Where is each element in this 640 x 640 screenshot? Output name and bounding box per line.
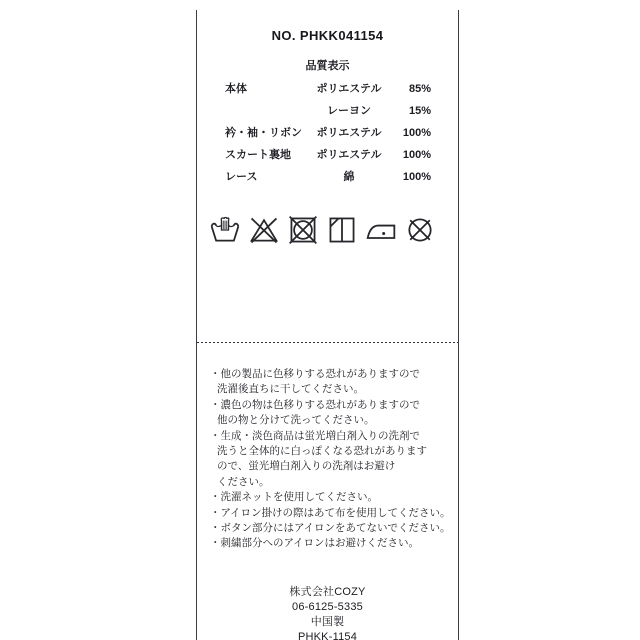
do-not-tumble-dry-icon — [287, 213, 319, 247]
hang-dry-in-shade-icon — [326, 213, 358, 247]
product-number: NO. PHKK041154 — [271, 28, 384, 43]
material-part — [225, 100, 297, 122]
note-line: ・刺繍部分へのアイロンはお避けください。 — [210, 537, 420, 550]
note-line: ・アイロン掛けの際はあて布を使用してください。 — [210, 506, 451, 519]
product-code: PHKK-1154 — [297, 631, 358, 640]
material-name: ポリエステル — [316, 83, 382, 95]
hand-wash-icon — [209, 213, 241, 247]
note-line: ・他の製品に色移りする恐れがありますので — [210, 368, 420, 380]
material-percent: 100% — [402, 171, 431, 183]
label-footer — [197, 585, 458, 640]
do-not-dry-clean-icon — [404, 213, 436, 247]
material-name: ポリエステル — [316, 149, 382, 161]
material-part: レース — [225, 171, 258, 183]
care-label — [196, 10, 459, 640]
note-line: ・濃色の物は色移りする恐れがありますので — [210, 398, 420, 411]
material-percent: 15% — [408, 105, 431, 117]
material-part: 本体 — [225, 83, 247, 95]
note-line: ください。 — [217, 475, 270, 488]
note-line: 洗濯後直ちに干してください。 — [217, 383, 364, 396]
material-name: レーヨン — [327, 105, 371, 117]
material-name: 綿 — [343, 171, 355, 183]
material-part: 衿・袖・リボン — [225, 127, 302, 139]
materials-table — [197, 78, 458, 188]
iron-low-heat-icon — [365, 213, 397, 247]
note-line: ので、蛍光増白剤入りの洗剤はお避け — [217, 460, 396, 473]
material-part: スカート裏地 — [225, 149, 291, 161]
quality-heading: 品質表示 — [305, 60, 350, 72]
note-line: ・ボタン部分にはアイロンをあてないでください。 — [210, 522, 451, 535]
company-name: 株式会社COZY — [289, 586, 366, 598]
material-name: ポリエステル — [316, 127, 382, 139]
note-line: 他の物と分けて洗ってください。 — [217, 414, 375, 427]
material-percent: 100% — [402, 127, 431, 139]
note-line: ・洗濯ネットを使用してください。 — [210, 491, 378, 504]
material-percent: 85% — [408, 83, 431, 95]
do-not-bleach-icon — [248, 213, 280, 247]
country-origin: 中国製 — [310, 616, 345, 628]
dashed-divider — [197, 342, 458, 343]
care-notes — [210, 367, 454, 552]
note-line: 洗うと全体的に白っぽくなる恐れがあります — [217, 445, 427, 458]
note-line: ・生成・淡色商品は蛍光増白剤入りの洗剤で — [210, 429, 420, 442]
care-symbols-row — [197, 213, 458, 247]
material-percent: 100% — [402, 149, 431, 161]
phone-number: 06-6125-5335 — [292, 601, 363, 613]
